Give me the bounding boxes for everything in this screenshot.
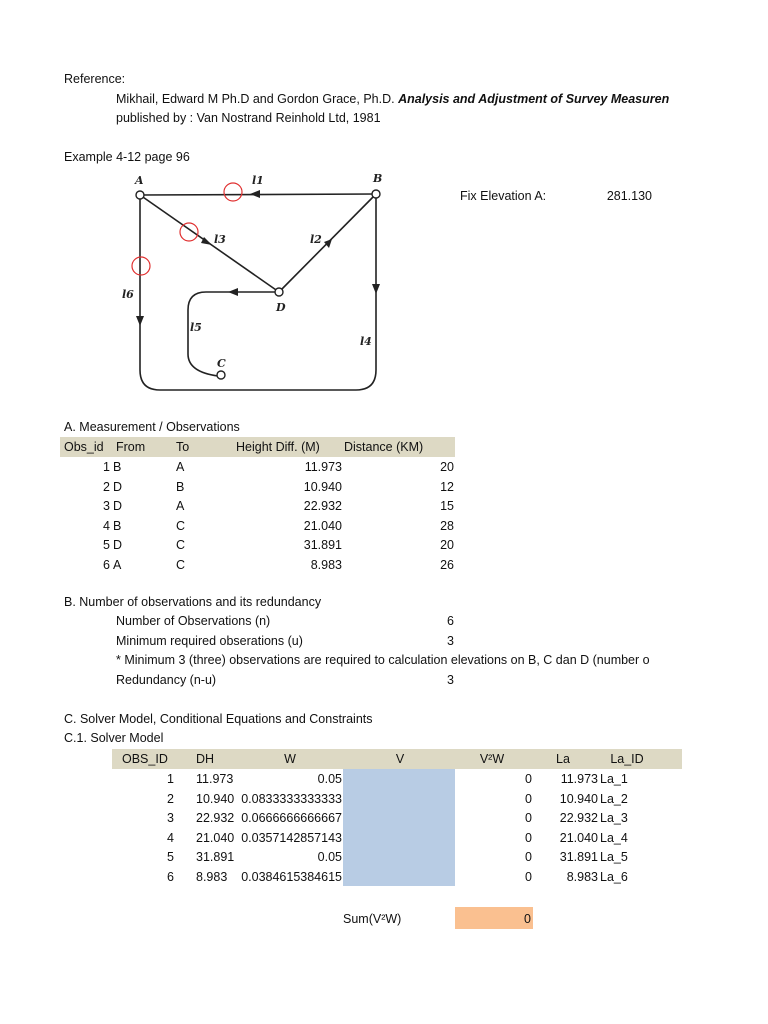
section-a-title: A. Measurement / Observations [64, 420, 240, 434]
section-c-title: C. Solver Model, Conditional Equations and Constraints [64, 712, 373, 726]
u-value: 3 [447, 634, 454, 648]
solver-obs-id: 1 [167, 772, 174, 786]
solver-la: 21.040 [559, 830, 598, 845]
solver-dh: 22.932 [196, 811, 235, 825]
obs-from: B [113, 518, 122, 533]
arrow-l5 [228, 288, 238, 296]
red-circle-marker [132, 257, 150, 275]
solver-v2w: 0 [525, 869, 532, 884]
solver-w: 0.0357142857143 [241, 830, 342, 845]
obs-distance: 20 [440, 538, 454, 552]
obs-from: D [113, 538, 123, 552]
obs-id: 4 [103, 518, 110, 533]
sum-label: Sum(V²W) [343, 912, 402, 926]
solver-obs-id: 5 [167, 850, 174, 864]
arrow-l1 [250, 190, 260, 198]
solver-w: 0.05 [317, 772, 342, 786]
obs-label-l1: l1 [252, 174, 264, 187]
solver-header-la-id: La_ID [610, 752, 644, 766]
reference-publisher: published by : Van Nostrand Reinhold Ltd, 1981 [116, 111, 381, 125]
obs-header-id: Obs_id [64, 440, 104, 454]
obs-from: D [113, 499, 123, 513]
arrow-l2 [324, 239, 332, 248]
red-circle-marker [180, 223, 198, 241]
solver-obs-id: 4 [167, 830, 174, 845]
minimum-note: * Minimum 3 (three) observations are required to calculation elevations on B, C dan D (number o [116, 653, 650, 667]
obs-label-l5: l5 [190, 321, 202, 334]
v-variable-cells[interactable] [343, 769, 455, 886]
obs-header-to: To [176, 440, 190, 454]
obs-distance: 28 [440, 518, 454, 533]
obs-label-l6: l6 [122, 288, 134, 301]
fix-elevation-label: Fix Elevation A: [460, 189, 547, 203]
solver-dh: 21.040 [196, 830, 235, 845]
section-c1-title: C.1. Solver Model [64, 731, 164, 745]
solver-la: 31.891 [559, 850, 598, 864]
node-label-b: B [373, 172, 383, 185]
node-label-a: A [135, 174, 144, 187]
solver-header-v: V [395, 752, 405, 766]
obs-label-l3: l3 [214, 233, 226, 246]
node-label-c: C [217, 357, 226, 370]
obs-label-l4: l4 [360, 335, 372, 348]
solver-la-id: La_2 [600, 791, 628, 806]
arrow-l6 [136, 316, 144, 326]
solver-dh: 31.891 [196, 850, 235, 864]
solver-w: 0.0666666666667 [241, 811, 342, 825]
obs-id: 2 [103, 479, 110, 494]
solver-la-id: La_6 [600, 869, 628, 884]
node-d-point [275, 288, 283, 296]
fix-elevation-value: 281.130 [606, 189, 652, 203]
solver-v2w: 0 [525, 772, 532, 786]
obs-height-diff: 8.983 [310, 557, 342, 572]
obs-distance: 15 [440, 499, 454, 513]
solver-header-v2w: V²W [479, 752, 505, 766]
obs-to: C [176, 518, 186, 533]
leveling-network-diagram [100, 164, 400, 396]
n-value: 6 [447, 614, 454, 628]
red-circle-marker [224, 183, 242, 201]
obs-to: C [176, 557, 186, 572]
solver-obs-id: 2 [167, 791, 174, 806]
solver-w: 0.05 [317, 850, 342, 864]
obs-id: 5 [103, 538, 110, 552]
node-b-point [372, 190, 380, 198]
solver-w: 0.0833333333333 [241, 791, 342, 806]
solver-la: 22.932 [559, 811, 598, 825]
obs-height-diff: 22.932 [303, 499, 342, 513]
solver-dh: 8.983 [196, 869, 228, 884]
obs-header-height: Height Diff. (M) [236, 440, 320, 454]
solver-la-id: La_5 [600, 850, 628, 864]
solver-header-la: La [556, 752, 570, 766]
obs-from: B [113, 460, 122, 474]
solver-obs-id: 3 [167, 811, 174, 825]
node-a-point [136, 191, 144, 199]
obs-label-l2: l2 [310, 233, 322, 246]
solver-dh: 11.973 [196, 772, 234, 786]
obs-id: 6 [103, 557, 110, 572]
solver-v2w: 0 [525, 791, 532, 806]
node-label-d: D [276, 301, 286, 314]
reference-citation [116, 92, 669, 107]
obs-height-diff: 31.891 [303, 538, 342, 552]
obs-distance: 26 [440, 557, 454, 572]
obs-id: 3 [103, 499, 110, 513]
obs-to: B [176, 479, 185, 494]
reference-label: Reference: [64, 72, 126, 86]
obs-from: A [113, 557, 122, 572]
obs-to: A [176, 499, 185, 513]
obs-to: C [176, 538, 186, 552]
obs-height-diff: 10.940 [303, 479, 342, 494]
redundancy-label: Redundancy (n-u) [116, 673, 217, 687]
section-b-title: B. Number of observations and its redundancy [64, 595, 322, 609]
solver-dh: 10.940 [196, 791, 235, 806]
solver-la: 10.940 [559, 791, 598, 806]
u-label: Minimum required obserations (u) [116, 634, 303, 648]
obs-height-diff: 21.040 [303, 518, 342, 533]
obs-to: A [176, 460, 185, 474]
obs-id: 1 [103, 460, 110, 474]
obs-distance: 20 [440, 460, 454, 474]
solver-la-id: La_1 [600, 772, 628, 786]
solver-v2w: 0 [525, 830, 532, 845]
obs-distance: 12 [440, 479, 454, 494]
solver-v2w: 0 [525, 811, 532, 825]
line-l5 [188, 292, 279, 376]
solver-w: 0.0384615384615 [241, 869, 342, 884]
solver-header-dh: DH [196, 752, 215, 766]
solver-la: 8.983 [566, 869, 598, 884]
solver-la: 11.973 [560, 772, 598, 786]
solver-la-id: La_4 [600, 830, 628, 845]
solver-header-obs-id: OBS_ID [122, 752, 168, 766]
reference-authors: Mikhail, Edward M Ph.D and Gordon Grace, Ph.D. [116, 92, 395, 106]
solver-obs-id: 6 [167, 869, 174, 884]
redundancy-value: 3 [447, 673, 454, 687]
node-c-point [217, 371, 225, 379]
solver-v2w: 0 [525, 850, 532, 864]
arrow-l4 [372, 284, 380, 294]
n-label: Number of Observations (n) [116, 614, 271, 628]
example-label: Example 4-12 page 96 [64, 150, 190, 164]
obs-header-distance: Distance (KM) [344, 440, 424, 454]
reference-book-title: Analysis and Adjustment of Survey Measuren [398, 92, 670, 106]
obs-from: D [113, 479, 123, 494]
solver-header-w: W [284, 752, 296, 766]
obs-height-diff: 11.973 [304, 460, 342, 474]
sum-value: 0 [524, 912, 531, 926]
solver-la-id: La_3 [600, 811, 628, 825]
obs-header-from: From [116, 440, 146, 454]
